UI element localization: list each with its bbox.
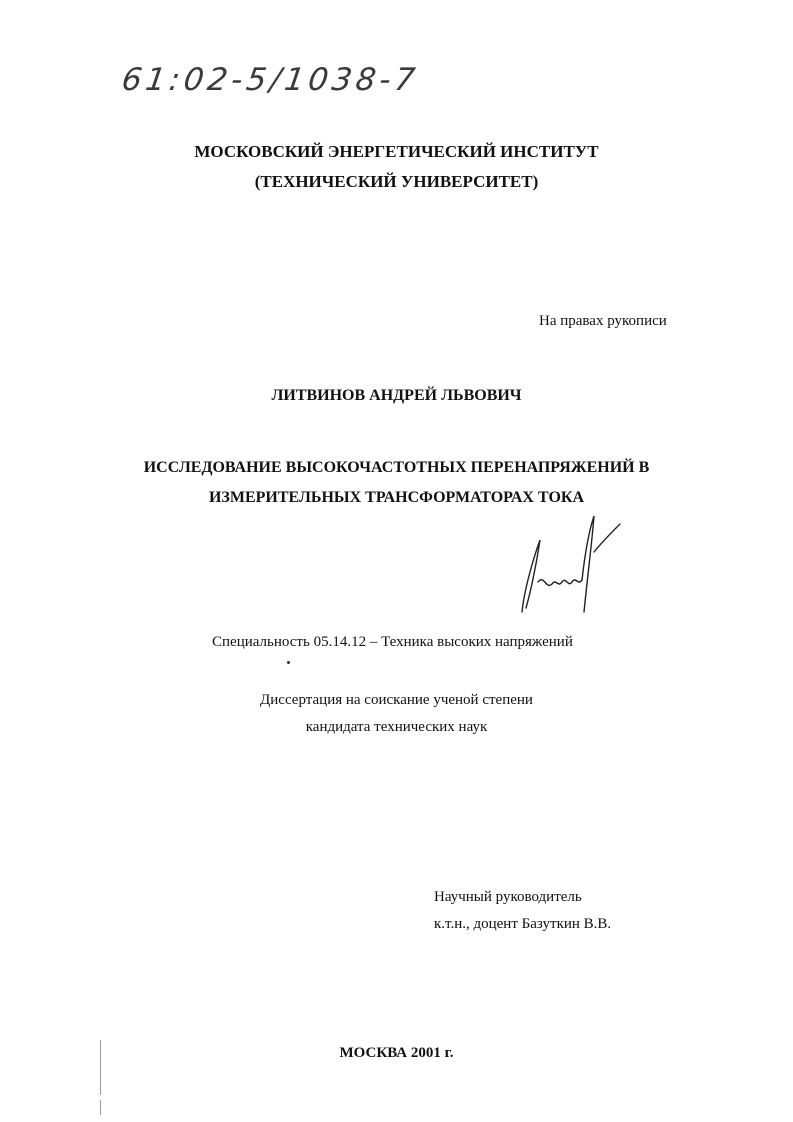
scan-edge-mark	[100, 1040, 101, 1095]
institution-subtitle: (ТЕХНИЧЕСКИЙ УНИВЕРСИТЕТ)	[254, 172, 539, 191]
supervisor-label: Научный руководитель	[434, 889, 582, 905]
specialty: Специальность 05.14.12 – Техника высоких напряжений	[212, 634, 573, 650]
degree-line-1: Диссертация на соискание ученой степени	[260, 692, 533, 708]
thesis-title-line-1: ИССЛЕДОВАНИЕ ВЫСОКОЧАСТОТНЫХ ПЕРЕНАПРЯЖЕНИЙ В	[143, 459, 650, 476]
scan-dot	[287, 661, 290, 664]
thesis-title-line-2: ИЗМЕРИТЕЛЬНЫХ ТРАНСФОРМАТОРАХ ТОКА	[208, 489, 585, 506]
degree-line-2: кандидата технических наук	[305, 719, 488, 735]
city-year: МОСКВА 2001 г.	[339, 1045, 454, 1061]
manuscript-note: На правах рукописи	[539, 313, 667, 329]
author-name: ЛИТВИНОВ АНДРЕЙ ЛЬВОВИЧ	[271, 387, 522, 404]
author-signature	[510, 512, 628, 620]
archive-code: 61:02-5/1038-7	[119, 62, 422, 98]
scan-edge-mark	[100, 1100, 101, 1115]
institution-name: МОСКОВСКИЙ ЭНЕРГЕТИЧЕСКИЙ ИНСТИТУТ	[194, 142, 599, 161]
supervisor-name: к.т.н., доцент Базуткин В.В.	[434, 916, 612, 932]
